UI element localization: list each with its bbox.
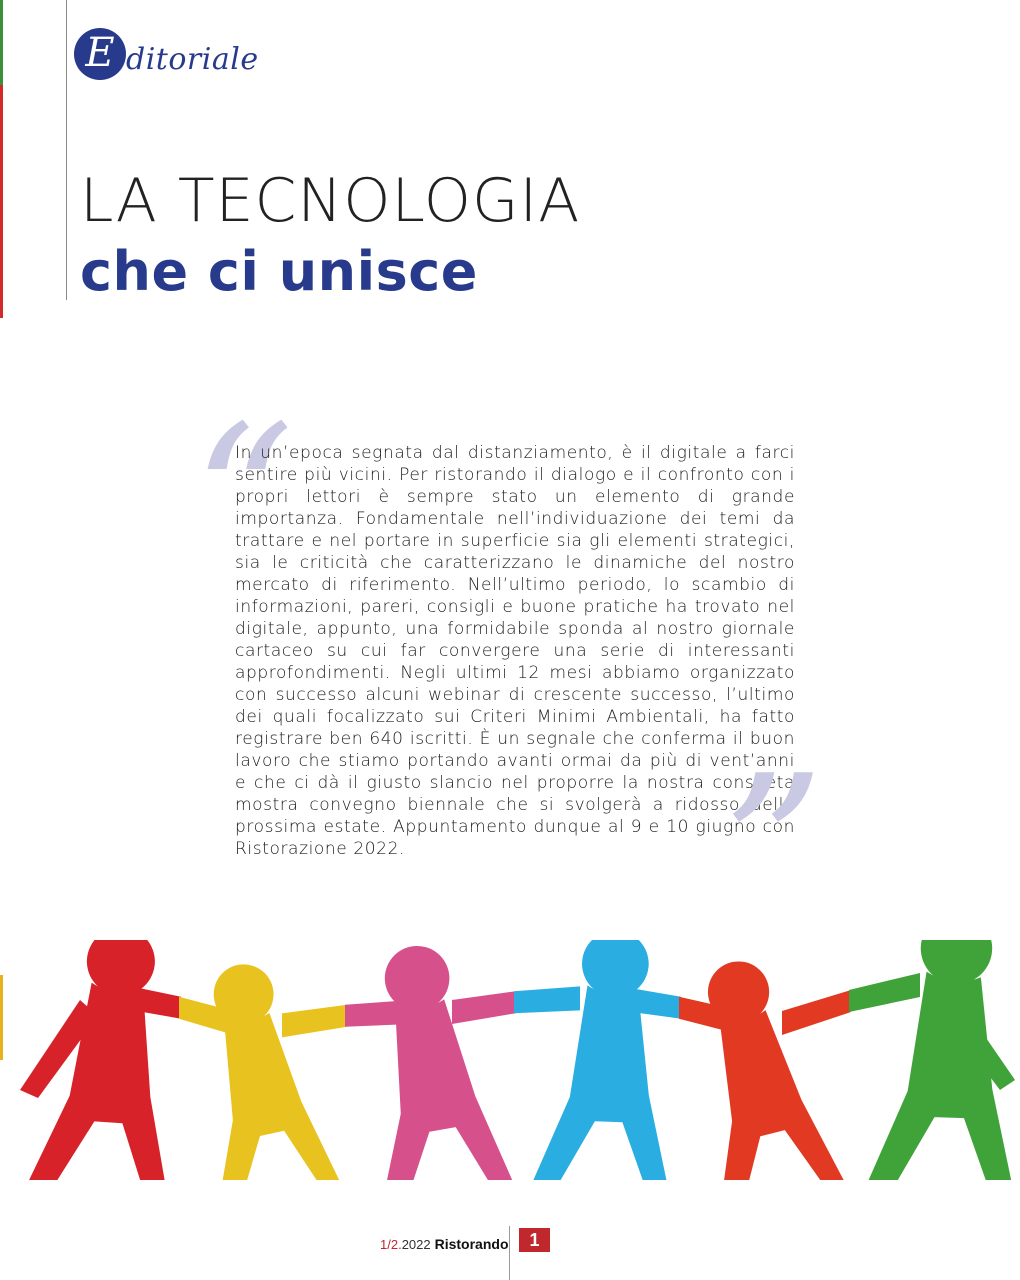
headline-line-2: che ci unisce	[80, 240, 478, 303]
vertical-rule	[66, 0, 67, 300]
page-number: 1	[519, 1228, 550, 1252]
headline-line-1: LA TECNOLOGIA	[80, 166, 581, 236]
paper-person-figure	[355, 940, 517, 1180]
footer-divider	[509, 1226, 510, 1280]
open-quote-icon: “	[192, 383, 295, 616]
page-footer	[380, 1232, 509, 1256]
figure-arm	[452, 991, 516, 1024]
figure-arm	[782, 990, 851, 1035]
editorial-body: In un’epoca segnata dal distanziamento, è il digitale a farci sentire più vicini. Per ristorando il dialogo e il confronto con i propri lettori è sempre stato un elemento di grande importanza. Fondamentale nell’individuazione dei temi da trattare e nel portare in superficie sia gli elementi strategici, sia le criticità che caratterizzano le dinamiche del nostro mercato di riferimento. Nell’ultimo periodo, lo scambio di informazioni, pareri, consigli e buone pratiche ha trovato nel digitale, appunto, una formidabile sponda al nostro giornale cartaceo su cui far convergere una serie di interessanti approfondimenti. Negli ultimi 12 mesi abbiamo organizzato con successo alcuni webinar di crescente successo, l’ultimo dei quali focalizzato sui Criteri Minimi Ambientali, ha fatto registrare ben 640 iscritti. È un segnale che conferma il buon lavoro che stiamo portando avanti ormai da più di vent’anni e che ci dà il giusto slancio nel proporre la nostra consueta mostra convegno biennale che si svolgerà a ridosso della prossima estate. Appuntamento dunque al 9 e 10 giugno con Ristorazione 2022.	[235, 443, 795, 859]
figure-arm	[282, 1005, 347, 1038]
edge-color-strip	[0, 0, 3, 1060]
paper-person-figure	[678, 949, 847, 1180]
publication-name: Ristorando	[434, 1236, 509, 1252]
paper-person-figure	[530, 940, 697, 1180]
paper-person-figure	[185, 955, 343, 1180]
close-quote-icon: ”	[722, 733, 825, 966]
issue-number: 1/2.	[380, 1236, 402, 1252]
figure-arm	[849, 973, 920, 1012]
issue-year: 2022	[401, 1236, 431, 1252]
section-initial-badge: E	[74, 28, 126, 80]
figure-arm	[514, 986, 580, 1013]
paper-people-chain-icon	[0, 940, 1020, 1180]
section-label: ditoriale	[126, 41, 259, 77]
section-tag	[74, 26, 259, 82]
